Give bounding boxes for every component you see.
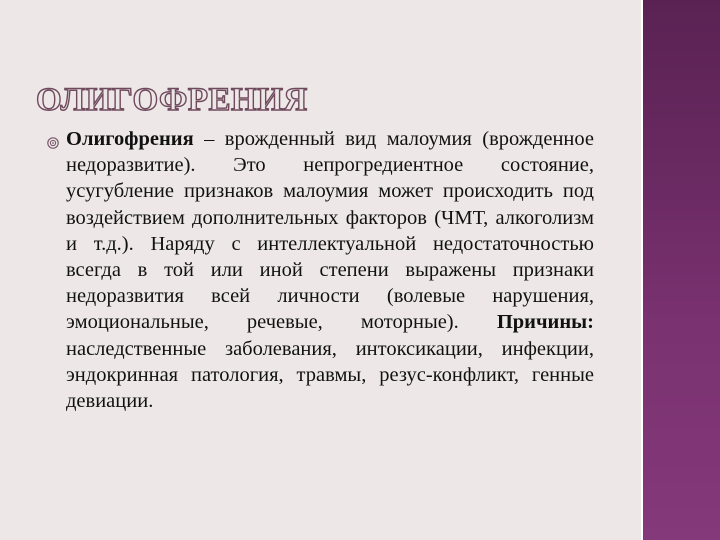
target-bullet-icon [47,137,59,149]
causes-text: наследственные заболевания, интоксикации, инфекции, эндокринная патология, травмы, резус-конфликт, генные девиации. [66,337,594,413]
term-label: Олигофрения [66,128,194,150]
definition-text: – врожденный вид малоумия (врожденное недоразвитие). Это непрогредиентное состояние, усугубление признаков малоумия может происходить под воздействием дополнительных факторов (ЧМТ, алкоголизм и т.д.). Наряду с интеллектуальной недостаточностью всегда в той или иной степени выражены признаки недоразвития всей личности (волевые нарушения, эмоциональные, речевые, моторные). [66,128,594,334]
slide-title: ОЛИГОФРЕНИЯ [36,82,308,118]
decorative-side-panel [643,0,720,540]
body-paragraph [66,126,594,414]
decorative-side-stripe [641,0,643,540]
causes-label: Причины: [496,311,594,334]
